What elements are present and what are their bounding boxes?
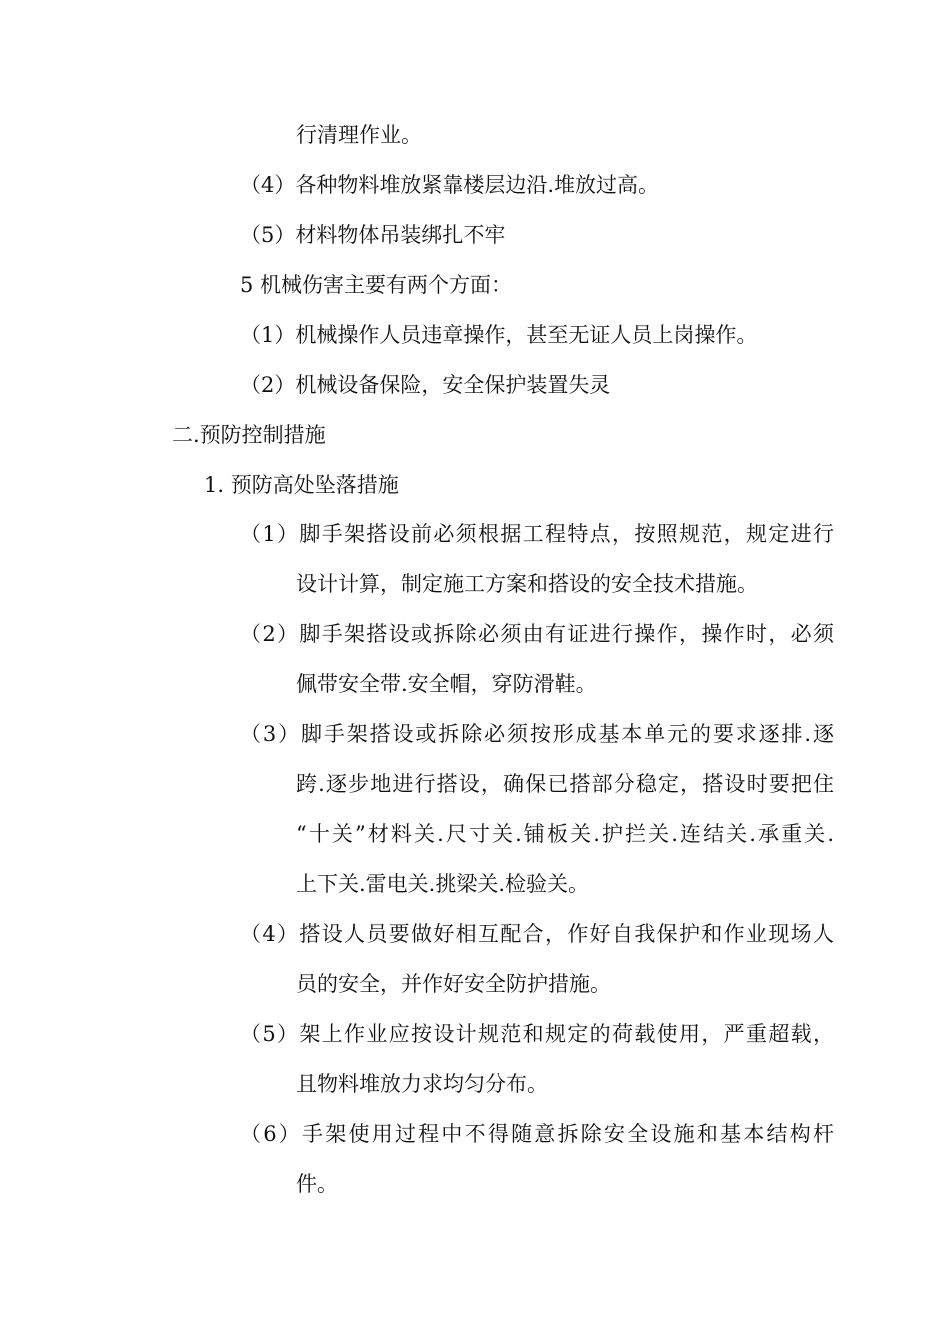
list-item-continuation: “十关”材料关.尺寸关.铺板关.护拦关.连结关.承重关. <box>296 822 834 846</box>
list-item-continuation: 佩带安全带.安全帽，穿防滑鞋。 <box>296 672 597 696</box>
list-item-continuation: 跨.逐步地进行搭设，确保已搭部分稳定，搭设时要把住 <box>296 772 834 796</box>
list-item-continuation: 件。 <box>296 1172 338 1196</box>
list-item: （5）材料物体吊装绑扎不牢 <box>240 223 506 247</box>
chapter-heading: 二.预防控制措施 <box>172 423 326 447</box>
list-item: （5）架上作业应按设计规范和规定的荷载使用，严重超载， <box>240 1022 834 1046</box>
list-item-continuation: 且物料堆放力求均匀分布。 <box>296 1072 548 1096</box>
text-line: 行清理作业。 <box>296 123 422 147</box>
list-item-continuation: 设计计算，制定施工方案和搭设的安全技术措施。 <box>296 572 758 596</box>
list-item: （1）机械操作人员违章操作，甚至无证人员上岗操作。 <box>240 323 758 347</box>
list-item: （6）手架使用过程中不得随意拆除安全设施和基本结构杆 <box>240 1122 834 1146</box>
list-item: （4）各种物料堆放紧靠楼层边沿.堆放过高。 <box>240 173 660 197</box>
section-heading: 5 机械伤害主要有两个方面： <box>240 273 513 297</box>
list-item: （4）搭设人员要做好相互配合，作好自我保护和作业现场人 <box>240 922 834 946</box>
list-item: （2）机械设备保险，安全保护装置失灵 <box>240 373 611 397</box>
list-item-continuation: 员的安全，并作好安全防护措施。 <box>296 972 611 996</box>
list-item: （1）脚手架搭设前必须根据工程特点，按照规范，规定进行 <box>240 522 834 546</box>
list-item: （2）脚手架搭设或拆除必须由有证进行操作，操作时，必须 <box>240 622 834 646</box>
list-item-continuation: 上下关.雷电关.挑梁关.检验关。 <box>296 872 590 896</box>
list-item: （3）脚手架搭设或拆除必须按形成基本单元的要求逐排.逐 <box>240 722 834 746</box>
section-heading: 1. 预防高处坠落措施 <box>204 473 399 497</box>
